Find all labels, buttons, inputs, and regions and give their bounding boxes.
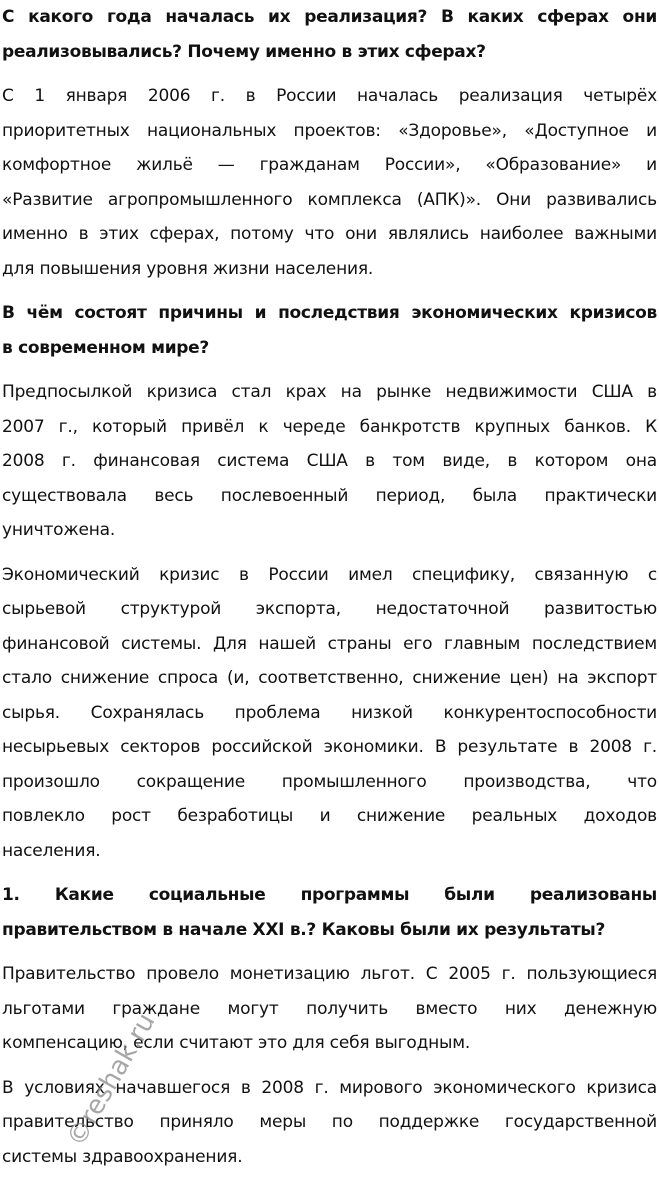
text-line: системы здравоохранения. [2, 1146, 243, 1167]
answer-paragraph [2, 558, 657, 869]
text-line: правительство приняло меры по поддержке государственной [2, 1112, 657, 1132]
text-line: в современном мире? [2, 337, 209, 358]
answer-paragraph [2, 79, 657, 286]
text-line: льготами граждане могут получить вместо них денежную [2, 998, 657, 1019]
text-line: стало снижение спроса (и, соответственно, снижение цен) на экспорт [2, 668, 657, 688]
text-line: С 1 января 2006 г. в России началась реализация четырёх [2, 86, 657, 106]
text-line: населения. [2, 840, 101, 861]
question-heading [2, 296, 657, 365]
text-line: В условиях начавшегося в 2008 г. мирового экономического кризиса [2, 1077, 657, 1098]
question-heading [2, 0, 657, 69]
text-line: 2008 г. финансовая система США в том виде, в котором она [2, 451, 657, 471]
text-line: С какого года началась их реализация? В каких сферах они [2, 7, 657, 27]
text-line: Экономический кризис в России имел специфику, связанную с [2, 564, 657, 585]
text-line: 1. Какие социальные программы были реализованы [2, 885, 657, 905]
answer-paragraph [2, 1071, 657, 1175]
text-line: правительством в начале XXI в.? Каковы были их результаты? [2, 919, 606, 940]
text-line: реализовывались? Почему именно в этих сферах? [2, 41, 486, 62]
text-line: уничтожена. [2, 520, 116, 540]
text-line: произошло сокращение промышленного производства, что [2, 771, 657, 792]
text-line: финансовой системы. Для нашей страны его главным последствием [2, 633, 657, 654]
text-line: несырьевых секторов российской экономики. В результате в 2008 г. [2, 737, 657, 757]
text-line: сырья. Сохранялась проблема низкой конкурентоспособности [2, 702, 657, 723]
text-line: существовала весь послевоенный период, была практически [2, 485, 657, 506]
question-heading [2, 878, 657, 947]
answer-paragraph [2, 375, 657, 548]
text-line: Правительство провело монетизацию льгот. С 2005 г. пользующиеся [2, 964, 657, 984]
answer-paragraph [2, 957, 657, 1061]
text-line: именно в этих сферах, потому что они являлись наиболее важными [2, 224, 657, 244]
text-line: В чём состоят причины и последствия экономических кризисов [2, 303, 657, 323]
text-line: компенсацию, если считают это для себя выгодным. [2, 1033, 471, 1053]
text-line: повлекло рост безработицы и снижение реальных доходов [2, 806, 657, 826]
text-line: комфортное жильё — гражданам России», «Образование» и [2, 155, 657, 175]
text-line: сырьевой структурой экспорта, недостаточной развитостью [2, 599, 657, 619]
text-line: «Развитие агропромышленного комплекса (АПК)». Они развивались [2, 189, 657, 210]
text-line: 2007 г., который привёл к череде банкротств крупных банков. К [2, 416, 657, 437]
watermark-text: ©reshak.ru [61, 1008, 162, 1152]
text-line: для повышения уровня жизни населения. [2, 258, 374, 279]
text-line: Предпосылкой кризиса стал крах на рынке недвижимости США в [2, 382, 657, 402]
text-line: приоритетных национальных проектов: «Здоровье», «Доступное и [2, 120, 657, 141]
